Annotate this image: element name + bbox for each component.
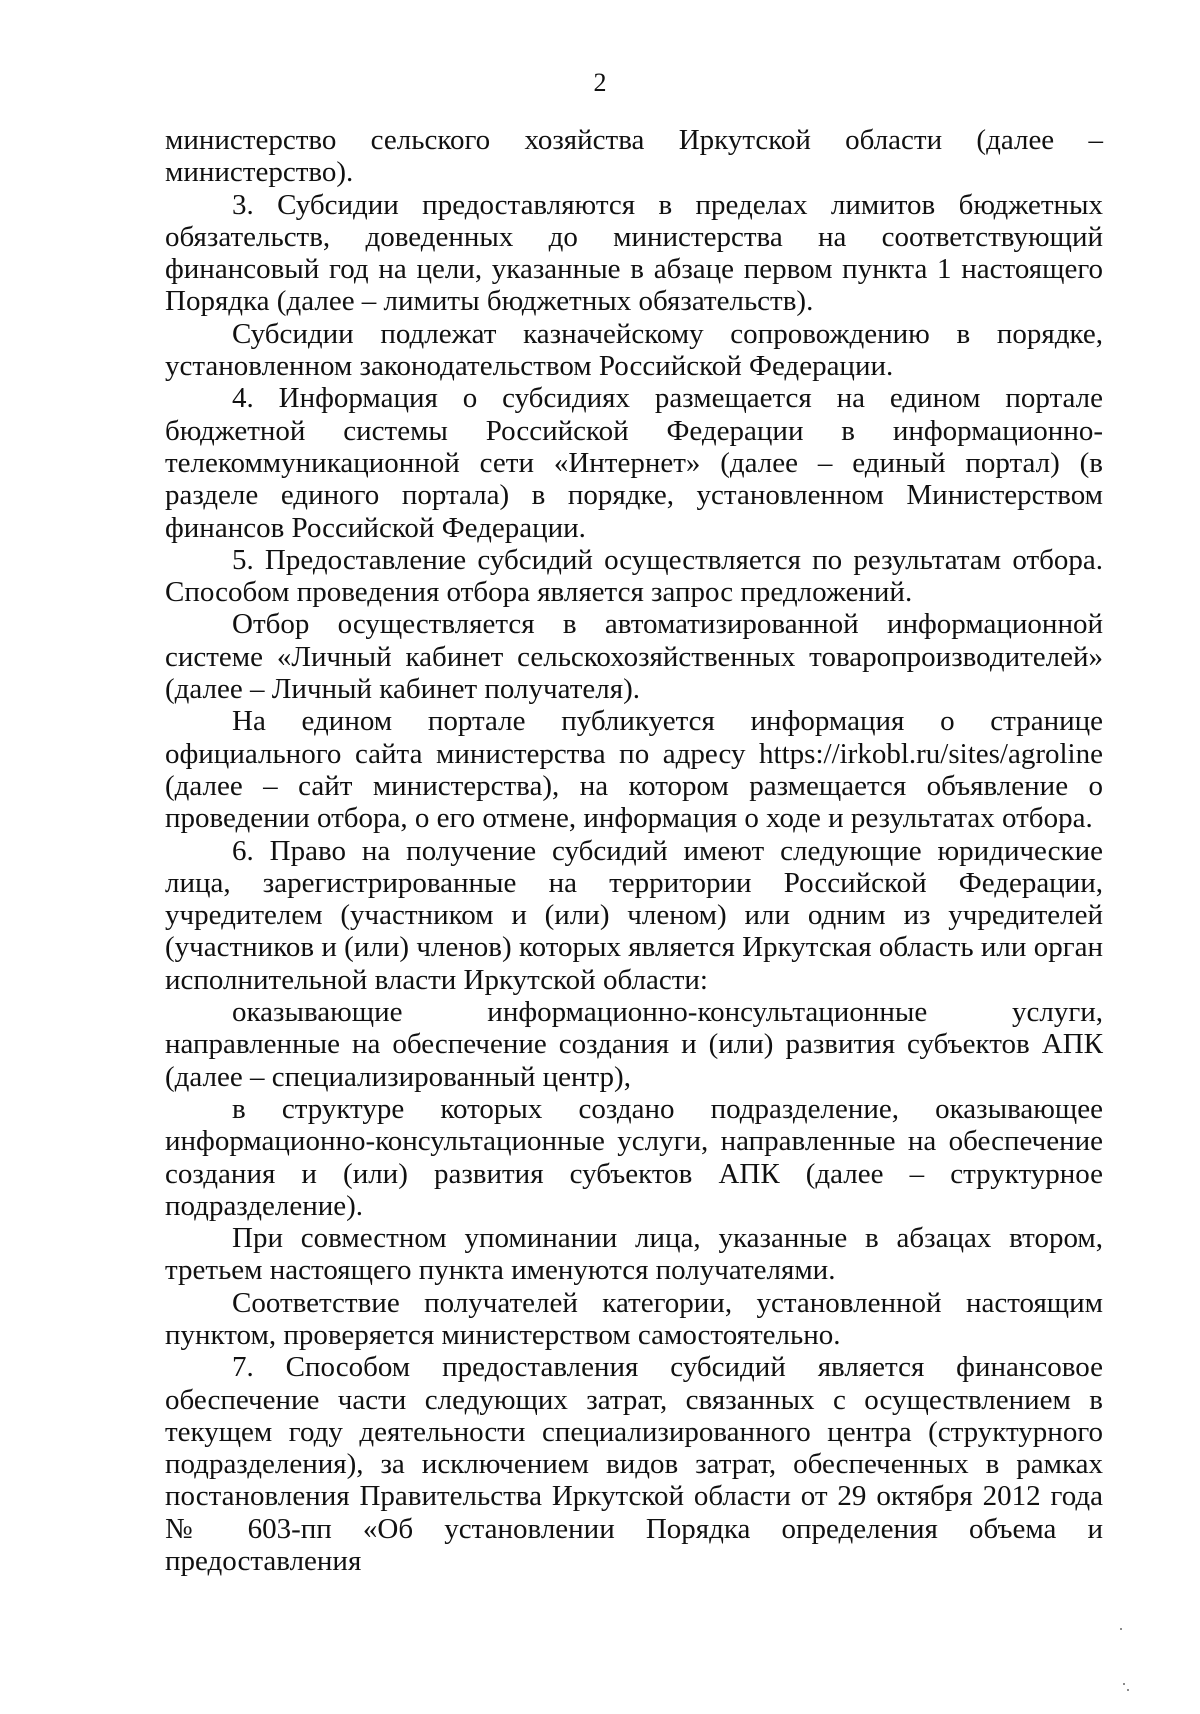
- page-number: 2: [593, 68, 607, 97]
- paragraph-structural-unit: в структуре которых создано подразделение, оказывающее информационно-консультационные услуги, направленные на обеспечение создания и (или) развития субъектов АПК (далее – структурное подразделение).: [165, 1092, 1103, 1222]
- paragraph-specialized-center: оказывающие информационно-консультационные услуги, направленные на обеспечение создания и (или) развития субъектов АПК (далее – специализированный центр),: [165, 996, 1103, 1093]
- paragraph-selection-system: Отбор осуществляется в автоматизированной информационной системе «Личный кабинет сельскохозяйственных товаропроизводителей» (далее – Личный кабинет получателя).: [165, 608, 1103, 706]
- paragraph-item-3: 3. Субсидии предоставляются в пределах лимитов бюджетных обязательств, доведенных до министерства на соответствующий финансовый год на цели, указанные в абзаце первом пункта 1 настоящего Порядка (далее – лимиты бюджетных обязательств).: [165, 188, 1103, 318]
- paragraph-item-6: 6. Право на получение субсидий имеют следующие юридические лица, зарегистрированные на территории Российской Федерации, учредителем (участником и (или) членом) или одним из учредителей (участников и (или) членов) которых является Иркутская область или орган исполнительной власти Иркутской области:: [165, 834, 1103, 996]
- scan-artifact: [1120, 1628, 1122, 1630]
- paragraph-recipients: При совместном упоминании лица, указанные в абзацах втором, третьем настоящего пункта именуются получателями.: [165, 1222, 1103, 1287]
- paragraph-item-5: 5. Предоставление субсидий осуществляется по результатам отбора. Способом проведения отбора является запрос предложений.: [165, 543, 1103, 609]
- paragraph-category-check: Соответствие получателей категории, установленной настоящим пунктом, проверяется министерством самостоятельно.: [165, 1286, 1103, 1351]
- document-body: [165, 124, 1103, 1577]
- scan-artifact: [1127, 1689, 1129, 1691]
- scan-artifact: [1123, 1683, 1125, 1685]
- paragraph-portal-publication: На едином портале публикуется информация о странице официального сайта министерства по адресу https://irkobl.ru/sites/agroline (далее – сайт министерства), на котором размещается объявление о проведении отбора, о его отмене, информация о ходе и результатах отбора.: [165, 705, 1103, 835]
- paragraph-item-4: 4. Информация о субсидиях размещается на едином портале бюджетной системы Российской Федерации в информационно-телекоммуникационной сети «Интернет» (далее – единый портал) (в разделе единого портала) в порядке, установленном Министерством финансов Российской Федерации.: [165, 382, 1103, 544]
- paragraph-continuation: министерство сельского хозяйства Иркутской области (далее – министерство).: [165, 124, 1103, 189]
- paragraph-item-7: 7. Способом предоставления субсидий является финансовое обеспечение части следующих затрат, связанных с осуществлением в текущем году деятельности специализированного центра (структурного подразделения), за исключением видов затрат, обеспеченных в рамках постановления Правительства Иркутской области от 29 октября 2012 года № 603-пп «Об установлении Порядка определения объема и предоставления: [165, 1351, 1103, 1578]
- paragraph-treasury-support: Субсидии подлежат казначейскому сопровождению в порядке, установленном законодательством Российской Федерации.: [165, 317, 1103, 383]
